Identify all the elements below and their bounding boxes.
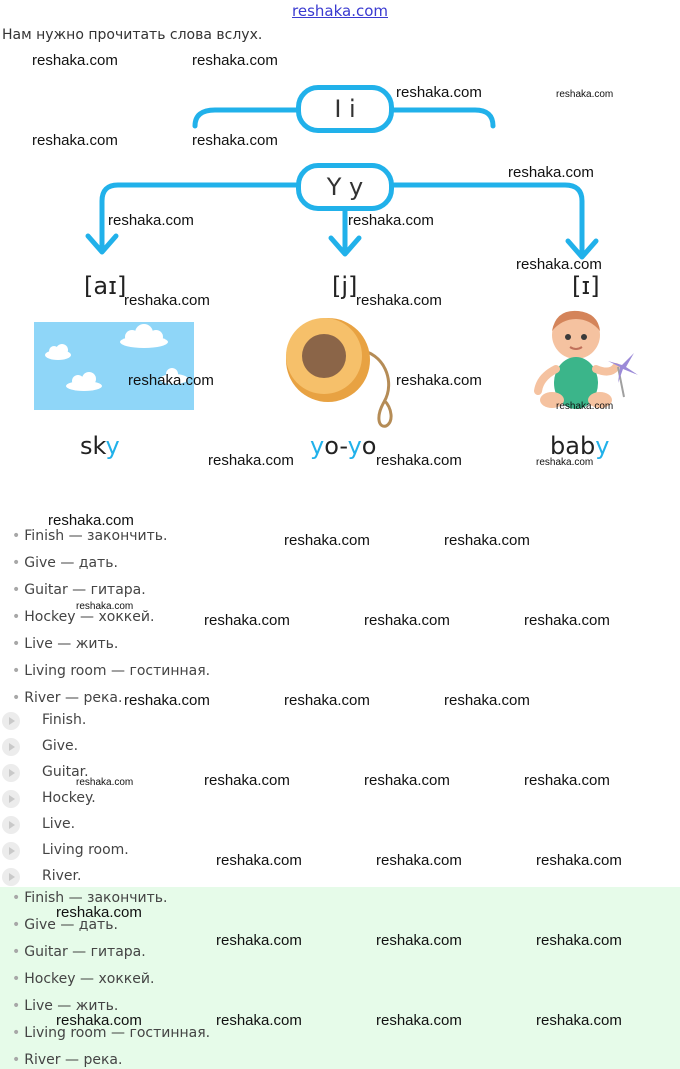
phonetic-ai: [aɪ] [84, 272, 127, 300]
watermark: reshaka.com [216, 852, 302, 869]
watermark: reshaka.com [32, 132, 118, 149]
answer-item-guitar: • Guitar — гитара. [12, 944, 146, 960]
watermark: reshaka.com [108, 212, 194, 229]
watermark: reshaka.com [204, 612, 290, 629]
watermark: reshaka.com [376, 1012, 462, 1029]
word-yoyo: yo-yo [310, 432, 377, 460]
play-button-give[interactable] [2, 738, 20, 756]
watermark: reshaka.com [376, 452, 462, 469]
site-link[interactable]: reshaka.com [292, 2, 388, 20]
audio-item-give: Give. [42, 738, 79, 754]
watermark: reshaka.com [284, 692, 370, 709]
audio-item-hockey: Hockey. [42, 790, 96, 806]
answer-item-live: • Live — жить. [12, 998, 119, 1014]
watermark: reshaka.com [536, 1012, 622, 1029]
diagram-connectors [0, 0, 680, 300]
audio-item-river: River. [42, 868, 82, 884]
watermark: reshaka.com [536, 932, 622, 949]
watermark: reshaka.com [204, 772, 290, 789]
phonetic-i: [ɪ] [572, 272, 600, 300]
watermark: reshaka.com [556, 401, 614, 412]
watermark: reshaka.com [348, 212, 434, 229]
phonetic-j: [j] [332, 272, 358, 300]
play-button-living-room[interactable] [2, 842, 20, 860]
play-button-river[interactable] [2, 868, 20, 886]
answer-item-river: • River — река. [12, 1052, 123, 1068]
sky-picture [34, 322, 194, 410]
watermark: reshaka.com [364, 612, 450, 629]
play-button-finish[interactable] [2, 712, 20, 730]
watermark: reshaka.com [396, 84, 482, 101]
watermark: reshaka.com [376, 852, 462, 869]
watermark: reshaka.com [396, 372, 482, 389]
watermark: reshaka.com [556, 89, 614, 100]
audio-item-living-room: Living room. [42, 842, 129, 858]
watermark: reshaka.com [76, 601, 134, 612]
watermark: reshaka.com [208, 452, 294, 469]
watermark: reshaka.com [216, 932, 302, 949]
watermark: reshaka.com [364, 772, 450, 789]
watermark: reshaka.com [536, 852, 622, 869]
vocab-item-finish: • Finish — закончить. [12, 528, 168, 544]
letter-i: I i [334, 95, 356, 123]
watermark: reshaka.com [356, 292, 442, 309]
watermark: reshaka.com [216, 1012, 302, 1029]
watermark: reshaka.com [76, 777, 134, 788]
watermark: reshaka.com [524, 612, 610, 629]
watermark: reshaka.com [124, 292, 210, 309]
vocab-item-guitar: • Guitar — гитара. [12, 582, 146, 598]
watermark: reshaka.com [192, 52, 278, 69]
watermark: reshaka.com [56, 904, 142, 921]
answer-item-finish: • Finish — закончить. [12, 890, 168, 906]
answer-item-hockey: • Hockey — хоккей. [12, 971, 155, 987]
play-button-guitar[interactable] [2, 764, 20, 782]
audio-item-guitar: Guitar. [42, 764, 89, 780]
watermark: reshaka.com [444, 532, 530, 549]
watermark: reshaka.com [124, 692, 210, 709]
letter-y: Y y [326, 173, 364, 201]
play-button-hockey[interactable] [2, 790, 20, 808]
watermark: reshaka.com [524, 772, 610, 789]
vocab-item-river: • River — река. [12, 690, 123, 706]
vocab-item-hockey: • Hockey — хоккей. [12, 609, 155, 625]
play-button-live[interactable] [2, 816, 20, 834]
word-sky: sky [80, 432, 120, 460]
watermark: reshaka.com [192, 132, 278, 149]
watermark: reshaka.com [516, 256, 602, 273]
audio-item-live: Live. [42, 816, 76, 832]
answer-item-living-room: • Living room — гостинная. [12, 1025, 211, 1041]
watermark: reshaka.com [376, 932, 462, 949]
yoyo-picture [284, 312, 404, 432]
vocab-item-live: • Live — жить. [12, 636, 119, 652]
watermark: reshaka.com [444, 692, 530, 709]
watermark: reshaka.com [536, 457, 594, 468]
letter-y-box [296, 163, 394, 211]
watermark: reshaka.com [284, 532, 370, 549]
audio-item-finish: Finish. [42, 712, 87, 728]
watermark: reshaka.com [56, 1012, 142, 1029]
watermark: reshaka.com [32, 52, 118, 69]
word-baby: baby [550, 432, 610, 460]
vocab-item-give: • Give — дать. [12, 555, 118, 571]
watermark: reshaka.com [508, 164, 594, 181]
letter-i-box [296, 85, 394, 133]
watermark: reshaka.com [128, 372, 214, 389]
intro-text: Нам нужно прочитать слова вслух. [2, 27, 263, 43]
answer-item-give: • Give — дать. [12, 917, 118, 933]
watermark: reshaka.com [48, 512, 134, 529]
vocab-item-living-room: • Living room — гостинная. [12, 663, 211, 679]
